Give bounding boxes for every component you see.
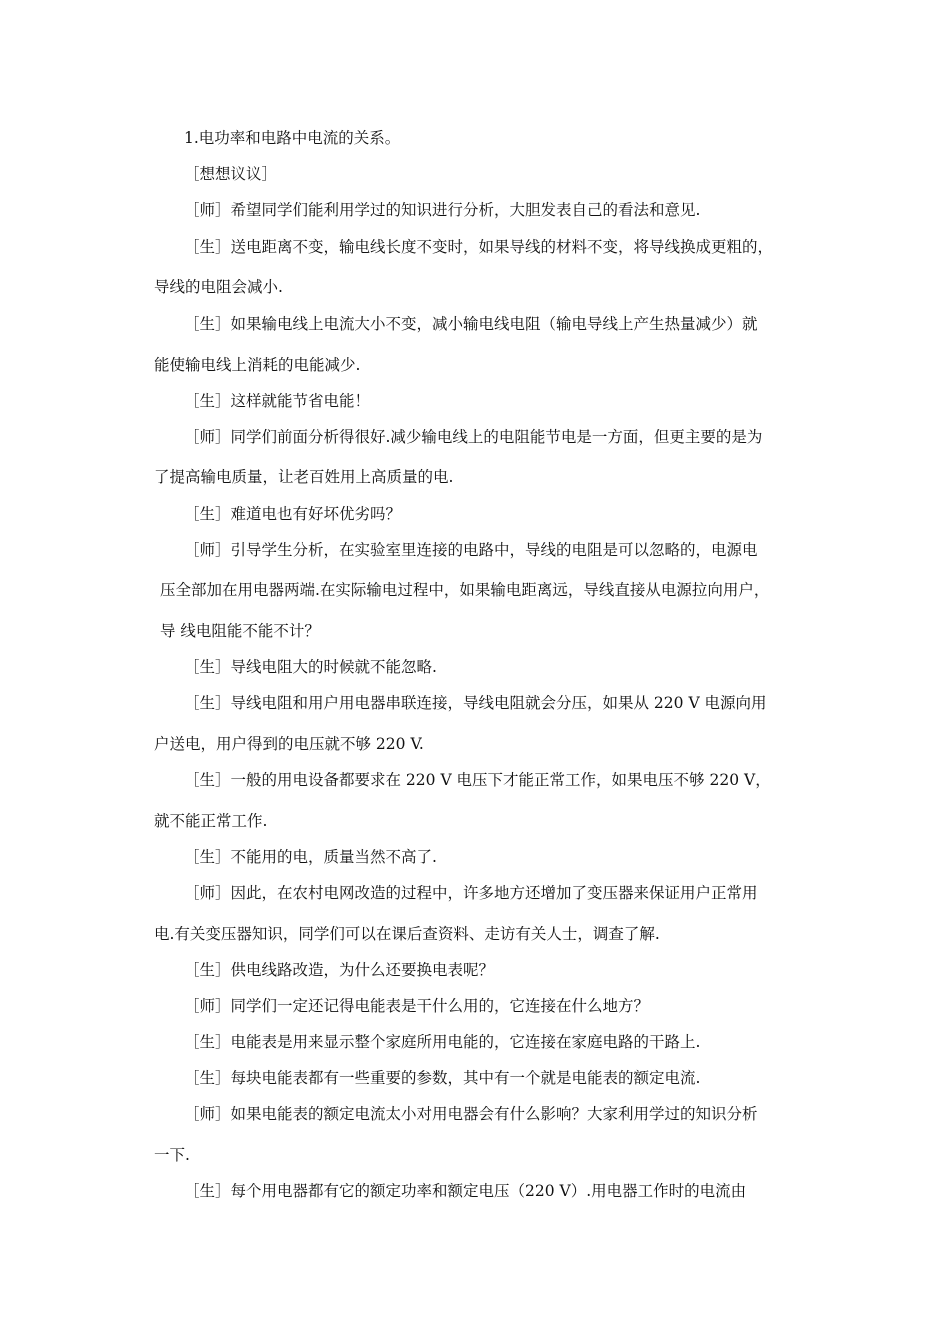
- text-line: ［生］电能表是用来显示整个家庭所用电能的，它连接在家庭电路的干路上.: [184, 1033, 701, 1051]
- text-line: 户送电，用户得到的电压就不够 220 V.: [154, 735, 424, 753]
- text-line: 压全部加在用电器两端.在实际输电过程中，如果输电距离远，导线直接从电源拉向用户，: [160, 581, 770, 599]
- text-line: ［生］这样就能节省电能！: [184, 392, 371, 410]
- text-line: ［生］每个用电器都有它的额定功率和额定电压（220 V）.用电器工作时的电流由: [184, 1182, 747, 1200]
- text-line: ［师］同学们前面分析得很好.减少输电线上的电阻能节电是一方面，但更主要的是为: [184, 428, 763, 446]
- text-line: 了提高输电质量，让老百姓用上高质量的电.: [154, 468, 454, 486]
- text-line: ［生］导线电阻大的时候就不能忽略.: [184, 658, 437, 676]
- text-line: ［师］引导学生分析，在实验室里连接的电路中，导线的电阻是可以忽略的，电源电: [184, 541, 758, 559]
- section-heading: 1.电功率和电路中电流的关系。: [184, 129, 401, 147]
- text-line: ［生］供电线路改造，为什么还要换电表呢？: [184, 961, 495, 979]
- text-line: 一下.: [154, 1146, 190, 1164]
- text-line: ［师］因此，在农村电网改造的过程中，许多地方还增加了变压器来保证用户正常用: [184, 884, 758, 902]
- text-line: ［想想议议］: [184, 165, 278, 183]
- text-line: ［生］不能用的电，质量当然不高了.: [184, 848, 437, 866]
- text-line: 就不能正常工作.: [154, 812, 268, 830]
- text-line: ［师］希望同学们能利用学过的知识进行分析，大胆发表自己的看法和意见.: [184, 201, 701, 219]
- text-line: 电.有关变压器知识，同学们可以在课后查资料、走访有关人士，调查了解.: [154, 925, 660, 943]
- text-line: ［生］导线电阻和用户用电器串联连接，导线电阻就会分压，如果从 220 V 电源向用: [184, 694, 767, 712]
- text-line: ［生］每块电能表都有一些重要的参数，其中有一个就是电能表的额定电流.: [184, 1069, 701, 1087]
- text-line: 能使输电线上消耗的电能减少.: [154, 356, 361, 374]
- text-line: ［生］一般的用电设备都要求在 220 V 电压下才能正常工作，如果电压不够 220 V，: [184, 771, 771, 789]
- text-line: 导 线电阻能不能不计？: [160, 622, 320, 640]
- text-line: 导线的电阻会减小.: [154, 278, 283, 296]
- text-line: ［生］如果输电线上电流大小不变，减小输电线电阻（输电导线上产生热量减少）就: [184, 315, 758, 333]
- text-line: ［生］送电距离不变，输电线长度不变时，如果导线的材料不变，将导线换成更粗的，: [184, 238, 774, 256]
- text-line: ［生］难道电也有好坏优劣吗？: [184, 505, 402, 523]
- text-line: ［师］同学们一定还记得电能表是干什么用的，它连接在什么地方？: [184, 997, 650, 1015]
- text-line: ［师］如果电能表的额定电流太小对用电器会有什么影响？大家利用学过的知识分析: [184, 1105, 758, 1123]
